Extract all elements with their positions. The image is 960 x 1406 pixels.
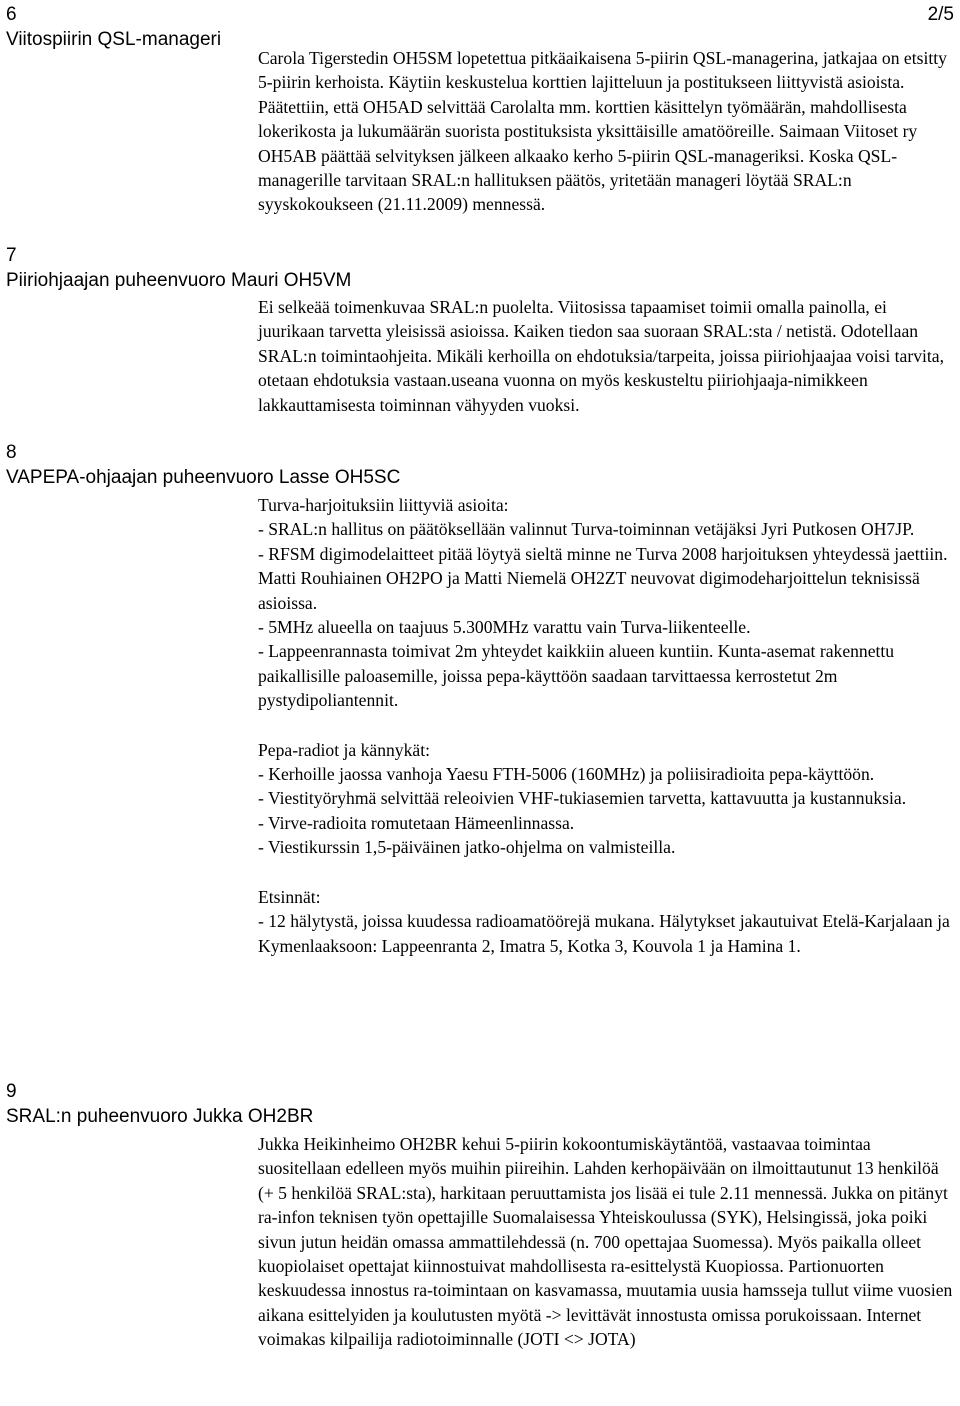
section-body [258,295,954,417]
list-item: - SRAL:n hallitus on päätöksellään valinnut Turva-toiminnan vetäjäksi Jyri Putkosen OH7JP. [258,519,915,540]
paragraph: Jukka Heikinheimo OH2BR kehui 5-piirin kokoontumiskäytäntöä, vastaavaa toimintaa suositellaan edelleen myös muihin piireihin. Lahden kerhopäivään on ilmoittautunut 13 henkilöä (+ 5 henkilöä SRAL:sta), harkitaan peruuttamista jos lisää ei tule 2.11 mennessä. Jukka on pitänyt ra-infon teknisen työn opettajille Suomalaisessa Yhteiskoulussa (SYK), Helsingissä, joka poiki sivun jutun heidän omassa ammattilehdessä (n. 700 opettajaa Suomessa). Myös paikalla olleet kuopiolaiset opettajat kiinnostuivat mahdollisesta ra-esittelystä Kuopiossa. Partionuorten keskuudessa innostus ra-toimintaan on kasvamassa, muutamia uusia hamsseja tullut viime vuosien aikana esittelyiden ja koulutusten myötä -> levittävät innostusta omissa porukoissaan. Internet voimakas kilpailija radiotoiminnalle (JOTI <> JOTA) [258,1134,953,1350]
list-item: - Kerhoille jaossa vanhoja Yaesu FTH-5006 (160MHz) ja poliisiradioita pepa-käyttöön. [258,764,875,785]
section-6 [6,3,960,217]
section-8 [6,441,960,958]
section-number: 6 [6,4,17,25]
list-item: - Viestikurssin 1,5-päiväinen jatko-ohjelma on valmisteilla. [258,837,676,858]
list-item: - 12 hälytystä, joissa kuudessa radioamatöörejä mukana. Hälytykset jakautuivat Etelä-Karjalaan ja Kymenlaaksoon: Lappeenranta 2, Imatra 5, Kotka 3, Kouvola 1 ja Hamina 1. [258,911,950,956]
section-body [258,46,954,217]
section-number: 9 [6,1081,17,1102]
list-item: - RFSM digimodelaitteet pitää löytyä sieltä minne ne Turva 2008 harjoituksen yhteydessä jaettiin. Matti Rouhiainen OH2PO ja Matti Niemelä OH2ZT neuvovat digimodeharjoittelun teknisissä asioissa. [258,543,948,613]
page-number: 2/5 [927,4,954,25]
group-heading-pepa: Pepa-radiot ja kännykät: [258,739,430,760]
section-body [258,493,954,958]
section-body [258,1132,954,1352]
group-heading-etsinnat: Etsinnät: [258,886,321,907]
paragraph: Ei selkeää toimenkuvaa SRAL:n puolelta. Viitosissa tapaamiset toimii omalla painolla, ei juurikaan tarvetta yleisissä asioissa. Kaiken tiedon saa suoraan SRAL:sta / netistä. Odotellaan SRAL:n toimintaohjeita. Mikäli kerhoilla on ehdotuksia/tarpeita, joissa piiriohjaajaa voisi tarvita, otetaan ehdotuksia vastaan.useana vuonna on myös keskusteltu piiriohjaaja-nimikkeen lakkauttamisesta toiminnan vähyyden vuoksi. [258,297,945,415]
section-title: Viitospiirin QSL-manageri [6,28,222,50]
section-number: 7 [6,245,17,266]
paragraph: Carola Tigerstedin OH5SM lopetettua pitkäaikaisena 5-piirin QSL-managerina, jatkajaa on etsitty 5-piirin kerhoista. Käytiin keskustelua korttien lajitteluun ja postitukseen liittyvistä asioista. Päätettiin, että OH5AD selvittää Carolalta mm. korttien käsittelyn työmäärän, mahdollisesta lokerikosta ja lukumäärän suorista postituksista yksittäisille amatööreille. Saimaan Viitoset ry OH5AB päättää selvityksen jälkeen alkaako kerho 5-piirin QSL-manageriksi. Koska QSL-managerille tarvitaan SRAL:n hallituksen päätös, yritetään manageri löytää SRAL:n syyskokoukseen (21.11.2009) mennessä. [258,48,947,215]
list-item: - Viestityöryhmä selvittää releoivien VHF-tukiasemien tarvetta, kattavuutta ja kustannuksia. [258,788,907,809]
list-item: - 5MHz alueella on taajuus 5.300MHz varattu vain Turva-liikenteelle. [258,617,751,638]
list-item: - Virve-radioita romutetaan Hämeenlinnassa. [258,812,575,833]
section-9 [6,1080,960,1352]
section-7 [6,244,960,417]
section-title: VAPEPA-ohjaajan puheenvuoro Lasse OH5SC [6,466,401,488]
section-title: SRAL:n puheenvuoro Jukka OH2BR [6,1105,314,1127]
section-title: Piiriohjaajan puheenvuoro Mauri OH5VM [6,269,352,291]
list-item: - Lappeenrannasta toimivat 2m yhteydet kaikkiin alueen kuntiin. Kunta-asemat rakennettu paikallisille paloasemille, joissa pepa-käyttöön saadaan tarvittaessa kerrostetut 2m pystydipoliantennit. [258,641,895,711]
section-number: 8 [6,442,17,463]
group-heading-turva: Turva-harjoituksiin liittyviä asioita: [258,495,509,515]
